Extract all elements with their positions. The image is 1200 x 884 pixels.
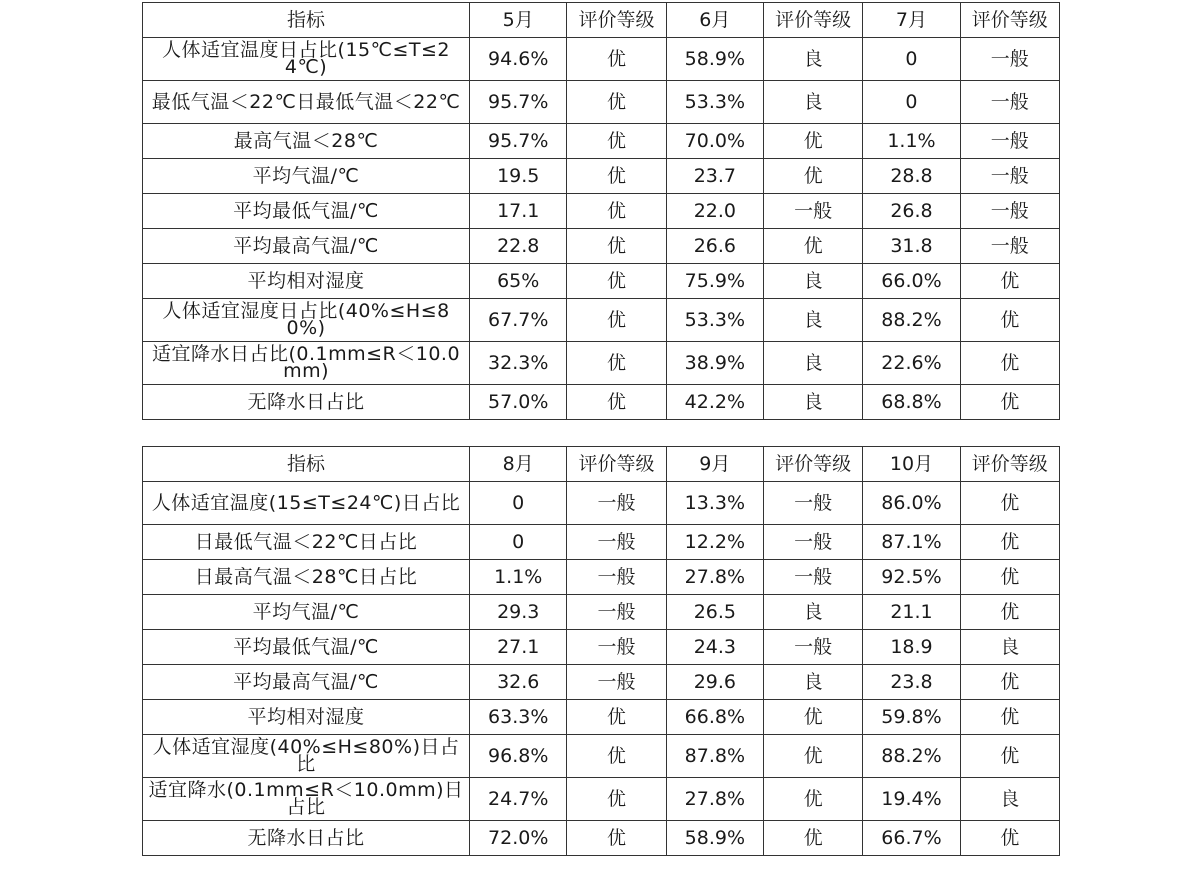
grade-cell: 一般 [960, 229, 1059, 264]
grade-cell: 优 [567, 194, 666, 229]
header-grade: 评价等级 [764, 3, 863, 38]
grade-cell: 一般 [567, 525, 666, 560]
value-cell: 23.8 [863, 665, 960, 700]
grade-cell: 优 [960, 385, 1059, 420]
value-cell: 87.1% [863, 525, 960, 560]
grade-cell: 优 [960, 735, 1059, 778]
indicator-cell: 平均最高气温/℃ [143, 229, 470, 264]
indicator-cell: 平均相对湿度 [143, 264, 470, 299]
value-cell: 67.7% [470, 299, 567, 342]
indicator-cell: 日最高气温＜28℃日占比 [143, 560, 470, 595]
value-cell: 12.2% [666, 525, 763, 560]
indicator-cell: 适宜降水(0.1mm≤R＜10.0mm)日占比 [143, 778, 470, 821]
grade-cell: 一般 [764, 525, 863, 560]
value-cell: 70.0% [666, 124, 763, 159]
header-jul: 7月 [863, 3, 960, 38]
grade-cell: 优 [567, 264, 666, 299]
indicator-cell: 平均气温/℃ [143, 595, 470, 630]
value-cell: 19.5 [470, 159, 567, 194]
grade-cell: 优 [764, 821, 863, 856]
value-cell: 57.0% [470, 385, 567, 420]
grade-cell: 一般 [960, 194, 1059, 229]
indicator-cell: 平均相对湿度 [143, 700, 470, 735]
table-row [143, 560, 1060, 595]
grade-cell: 一般 [764, 560, 863, 595]
value-cell: 53.3% [666, 299, 763, 342]
value-cell: 63.3% [470, 700, 567, 735]
grade-cell: 优 [567, 778, 666, 821]
grade-cell: 良 [764, 665, 863, 700]
grade-cell: 优 [567, 385, 666, 420]
grade-cell: 一般 [567, 630, 666, 665]
grade-cell: 优 [960, 299, 1059, 342]
grade-cell: 一般 [567, 560, 666, 595]
grade-cell: 优 [764, 159, 863, 194]
table-header-row [143, 3, 1060, 38]
table-row [143, 124, 1060, 159]
value-cell: 72.0% [470, 821, 567, 856]
value-cell: 24.3 [666, 630, 763, 665]
indicator-cell: 人体适宜湿度(40%≤H≤80%)日占比 [143, 735, 470, 778]
grade-cell: 良 [764, 299, 863, 342]
grade-cell: 优 [960, 525, 1059, 560]
value-cell: 22.0 [666, 194, 763, 229]
table-row [143, 778, 1060, 821]
header-indicator: 指标 [143, 3, 470, 38]
header-aug: 8月 [470, 447, 567, 482]
value-cell: 66.0% [863, 264, 960, 299]
header-indicator: 指标 [143, 447, 470, 482]
grade-cell: 一般 [764, 194, 863, 229]
grade-cell: 一般 [764, 482, 863, 525]
value-cell: 27.8% [666, 560, 763, 595]
indicator-cell: 无降水日占比 [143, 385, 470, 420]
value-cell: 0 [863, 81, 960, 124]
grade-cell: 优 [960, 482, 1059, 525]
grade-cell: 优 [567, 38, 666, 81]
grade-cell: 优 [567, 821, 666, 856]
value-cell: 58.9% [666, 821, 763, 856]
value-cell: 86.0% [863, 482, 960, 525]
value-cell: 59.8% [863, 700, 960, 735]
grade-cell: 一般 [567, 482, 666, 525]
value-cell: 26.6 [666, 229, 763, 264]
value-cell: 27.8% [666, 778, 763, 821]
grade-cell: 优 [567, 159, 666, 194]
header-grade: 评价等级 [567, 447, 666, 482]
value-cell: 88.2% [863, 735, 960, 778]
table-row [143, 595, 1060, 630]
value-cell: 75.9% [666, 264, 763, 299]
indicator-cell: 适宜降水日占比(0.1mm≤R＜10.0mm) [143, 342, 470, 385]
value-cell: 0 [470, 525, 567, 560]
climate-table-may-jul [142, 2, 1060, 420]
value-cell: 95.7% [470, 124, 567, 159]
header-may: 5月 [470, 3, 567, 38]
value-cell: 66.8% [666, 700, 763, 735]
table-row [143, 194, 1060, 229]
value-cell: 65% [470, 264, 567, 299]
grade-cell: 优 [764, 735, 863, 778]
table-row [143, 81, 1060, 124]
value-cell: 68.8% [863, 385, 960, 420]
grade-cell: 优 [567, 81, 666, 124]
value-cell: 96.8% [470, 735, 567, 778]
indicator-cell: 日最低气温＜22℃日占比 [143, 525, 470, 560]
header-grade: 评价等级 [960, 447, 1059, 482]
value-cell: 53.3% [666, 81, 763, 124]
header-sep: 9月 [666, 447, 763, 482]
indicator-cell: 人体适宜温度(15≤T≤24℃)日占比 [143, 482, 470, 525]
value-cell: 23.7 [666, 159, 763, 194]
indicator-cell: 最低气温＜22℃日最低气温＜22℃ [143, 81, 470, 124]
grade-cell: 良 [764, 342, 863, 385]
value-cell: 27.1 [470, 630, 567, 665]
table-row [143, 385, 1060, 420]
table-row [143, 735, 1060, 778]
value-cell: 0 [863, 38, 960, 81]
grade-cell: 一般 [960, 124, 1059, 159]
grade-cell: 良 [764, 81, 863, 124]
value-cell: 66.7% [863, 821, 960, 856]
value-cell: 28.8 [863, 159, 960, 194]
grade-cell: 优 [960, 665, 1059, 700]
value-cell: 22.8 [470, 229, 567, 264]
header-grade: 评价等级 [567, 3, 666, 38]
value-cell: 13.3% [666, 482, 763, 525]
climate-table-aug-oct [142, 446, 1060, 856]
grade-cell: 优 [764, 778, 863, 821]
indicator-cell: 平均最低气温/℃ [143, 194, 470, 229]
table-row [143, 482, 1060, 525]
value-cell: 21.1 [863, 595, 960, 630]
grade-cell: 优 [764, 124, 863, 159]
value-cell: 29.6 [666, 665, 763, 700]
value-cell: 87.8% [666, 735, 763, 778]
header-grade: 评价等级 [764, 447, 863, 482]
grade-cell: 优 [764, 700, 863, 735]
grade-cell: 优 [567, 124, 666, 159]
grade-cell: 优 [567, 735, 666, 778]
grade-cell: 优 [960, 595, 1059, 630]
value-cell: 26.5 [666, 595, 763, 630]
header-grade: 评价等级 [960, 3, 1059, 38]
value-cell: 32.6 [470, 665, 567, 700]
value-cell: 24.7% [470, 778, 567, 821]
grade-cell: 良 [764, 385, 863, 420]
value-cell: 19.4% [863, 778, 960, 821]
value-cell: 88.2% [863, 299, 960, 342]
table-row [143, 665, 1060, 700]
grade-cell: 一般 [960, 38, 1059, 81]
grade-cell: 优 [960, 560, 1059, 595]
grade-cell: 优 [567, 342, 666, 385]
value-cell: 95.7% [470, 81, 567, 124]
grade-cell: 良 [764, 595, 863, 630]
value-cell: 18.9 [863, 630, 960, 665]
grade-cell: 一般 [567, 665, 666, 700]
grade-cell: 优 [960, 700, 1059, 735]
grade-cell: 良 [960, 778, 1059, 821]
table-row [143, 821, 1060, 856]
value-cell: 94.6% [470, 38, 567, 81]
indicator-cell: 最高气温＜28℃ [143, 124, 470, 159]
value-cell: 17.1 [470, 194, 567, 229]
value-cell: 0 [470, 482, 567, 525]
grade-cell: 优 [960, 342, 1059, 385]
grade-cell: 一般 [960, 159, 1059, 194]
value-cell: 92.5% [863, 560, 960, 595]
grade-cell: 一般 [960, 81, 1059, 124]
grade-cell: 良 [764, 264, 863, 299]
indicator-cell: 平均气温/℃ [143, 159, 470, 194]
table-row [143, 342, 1060, 385]
indicator-cell: 人体适宜温度日占比(15℃≤T≤24℃) [143, 38, 470, 81]
header-oct: 10月 [863, 447, 960, 482]
grade-cell: 优 [567, 299, 666, 342]
grade-cell: 良 [764, 38, 863, 81]
grade-cell: 优 [960, 821, 1059, 856]
indicator-cell: 平均最高气温/℃ [143, 665, 470, 700]
header-jun: 6月 [666, 3, 763, 38]
value-cell: 58.9% [666, 38, 763, 81]
grade-cell: 优 [567, 229, 666, 264]
indicator-cell: 人体适宜湿度日占比(40%≤H≤80%) [143, 299, 470, 342]
value-cell: 31.8 [863, 229, 960, 264]
table-header-row [143, 447, 1060, 482]
indicator-cell: 平均最低气温/℃ [143, 630, 470, 665]
value-cell: 1.1% [470, 560, 567, 595]
table-row [143, 525, 1060, 560]
value-cell: 22.6% [863, 342, 960, 385]
table-row [143, 159, 1060, 194]
indicator-cell: 无降水日占比 [143, 821, 470, 856]
value-cell: 1.1% [863, 124, 960, 159]
table-row [143, 264, 1060, 299]
value-cell: 26.8 [863, 194, 960, 229]
grade-cell: 优 [764, 229, 863, 264]
value-cell: 42.2% [666, 385, 763, 420]
grade-cell: 良 [960, 630, 1059, 665]
table-row [143, 630, 1060, 665]
value-cell: 29.3 [470, 595, 567, 630]
grade-cell: 优 [567, 700, 666, 735]
grade-cell: 一般 [764, 630, 863, 665]
table-row [143, 700, 1060, 735]
table-row [143, 229, 1060, 264]
value-cell: 32.3% [470, 342, 567, 385]
grade-cell: 优 [960, 264, 1059, 299]
value-cell: 38.9% [666, 342, 763, 385]
table-row [143, 299, 1060, 342]
grade-cell: 一般 [567, 595, 666, 630]
table-row [143, 38, 1060, 81]
